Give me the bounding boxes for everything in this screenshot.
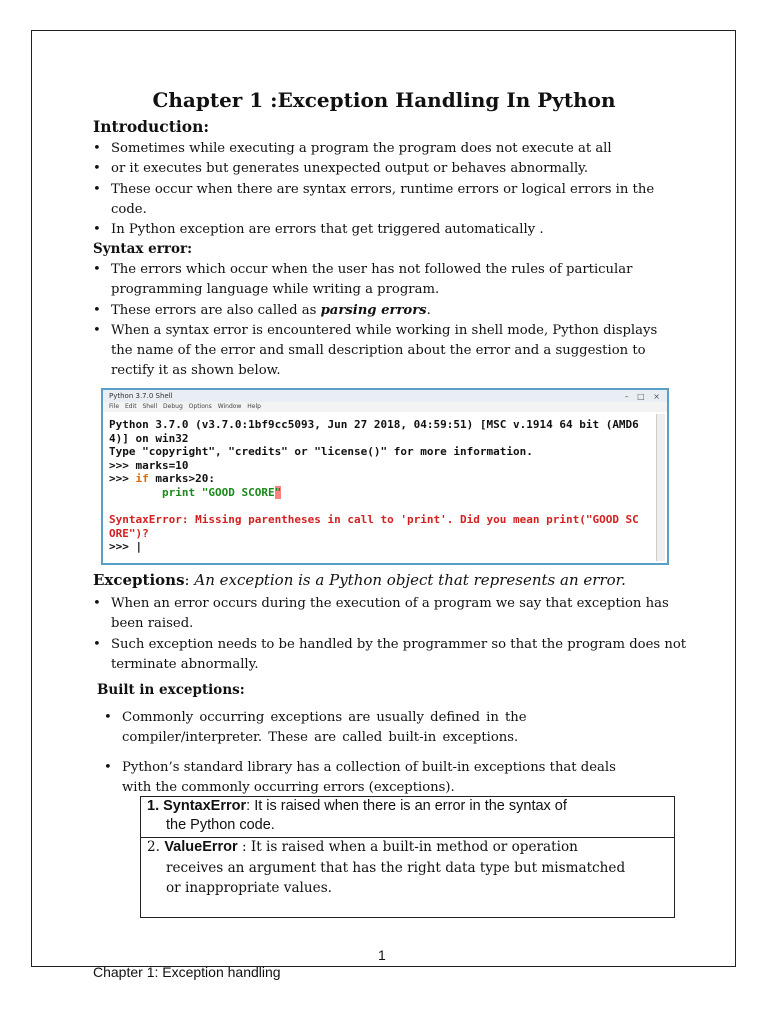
shell-scrollbar <box>656 414 665 561</box>
exceptions-table <box>140 796 675 918</box>
list-item: • Python’s standard library has a collection of built-in exceptions that deals with the commonly occurring errors (exceptions). <box>104 758 694 799</box>
list-item: • In Python exception are errors that get triggered automatically . <box>93 220 693 240</box>
intro-heading: Introduction: <box>93 117 210 136</box>
intro-list <box>93 139 693 240</box>
list-item: • These occur when there are syntax errors, runtime errors or logical errors in the code. <box>93 180 693 221</box>
syntaxerror-term: SyntaxError <box>163 798 247 814</box>
page-number: 1 <box>378 947 386 963</box>
syntax-list <box>93 260 693 382</box>
page-title: Chapter 1 :Exception Handling In Python <box>152 88 616 112</box>
exceptions-definition: An exception is a Python object that represents an error. <box>194 571 626 589</box>
window-controls-icon: – □ × <box>624 392 663 401</box>
list-item: • or it executes but generates unexpected output or behaves abnormally. <box>93 159 693 179</box>
shell-output: Python 3.7.0 (v3.7.0:1bf9cc5093, Jun 27 2018, 04:59:51) [MSC v.1914 64 bit (AMD6 4)] on win32 Type "copyright", "credits" or "license()" for more information. >>> marks=10 >>> if marks>20: print "GOOD SCORE" SyntaxError: Missing parentheses in call to 'print'. Did you mean print("GOOD SC ORE")? >>> | <box>109 418 639 554</box>
builtin-list <box>104 708 694 798</box>
builtin-heading: Built in exceptions: <box>97 682 245 698</box>
exceptions-list <box>93 594 693 675</box>
list-item: • When a syntax error is encountered while working in shell mode, Python displays the name of the error and small description about the error and a suggestion to rectify it as shown below. <box>93 321 693 382</box>
table-row: 1. SyntaxError: It is raised when there is an error in the syntax of the Python code. <box>141 797 674 838</box>
list-item: • The errors which occur when the user has not followed the rules of particular programming language while writing a program. <box>93 260 693 301</box>
list-item: • These errors are also called as parsing errors. <box>93 301 693 321</box>
syntax-heading: Syntax error: <box>93 241 193 257</box>
list-item: • When an error occurs during the execution of a program we say that exception has been raised. <box>93 594 693 635</box>
parsing-errors-term: parsing errors <box>320 302 427 318</box>
table-row: 2. ValueError : It is raised when a built-in method or operation receives an argument that has the right data type but mismatched or inappropriate values. <box>147 839 626 896</box>
shell-window-title: Python 3.7.0 Shell <box>109 392 173 400</box>
exceptions-heading-line: Exceptions: An exception is a Python object that represents an error. <box>93 571 626 589</box>
valueerror-term: ValueError <box>164 839 238 855</box>
error-highlight: " <box>274 485 282 499</box>
shell-menu-bar: File Edit Shell Debug Options Window Help <box>103 402 667 412</box>
list-item: • Sometimes while executing a program the program does not execute at all <box>93 139 693 159</box>
list-item: • Such exception needs to be handled by the programmer so that the program does not terminate abnormally. <box>93 635 693 676</box>
python-shell-screenshot <box>101 388 669 565</box>
shell-title-bar <box>103 390 667 402</box>
list-item: • Commonly occurring exceptions are usually defined in the compiler/interpreter. These are called built-in exceptions. <box>104 708 694 749</box>
footer-text: Chapter 1: Exception handling <box>93 964 281 980</box>
shell-prompt: >>> | <box>109 540 143 554</box>
syntax-error-message: SyntaxError: Missing parentheses in call to 'print'. Did you mean print("GOOD SC <box>109 513 639 527</box>
